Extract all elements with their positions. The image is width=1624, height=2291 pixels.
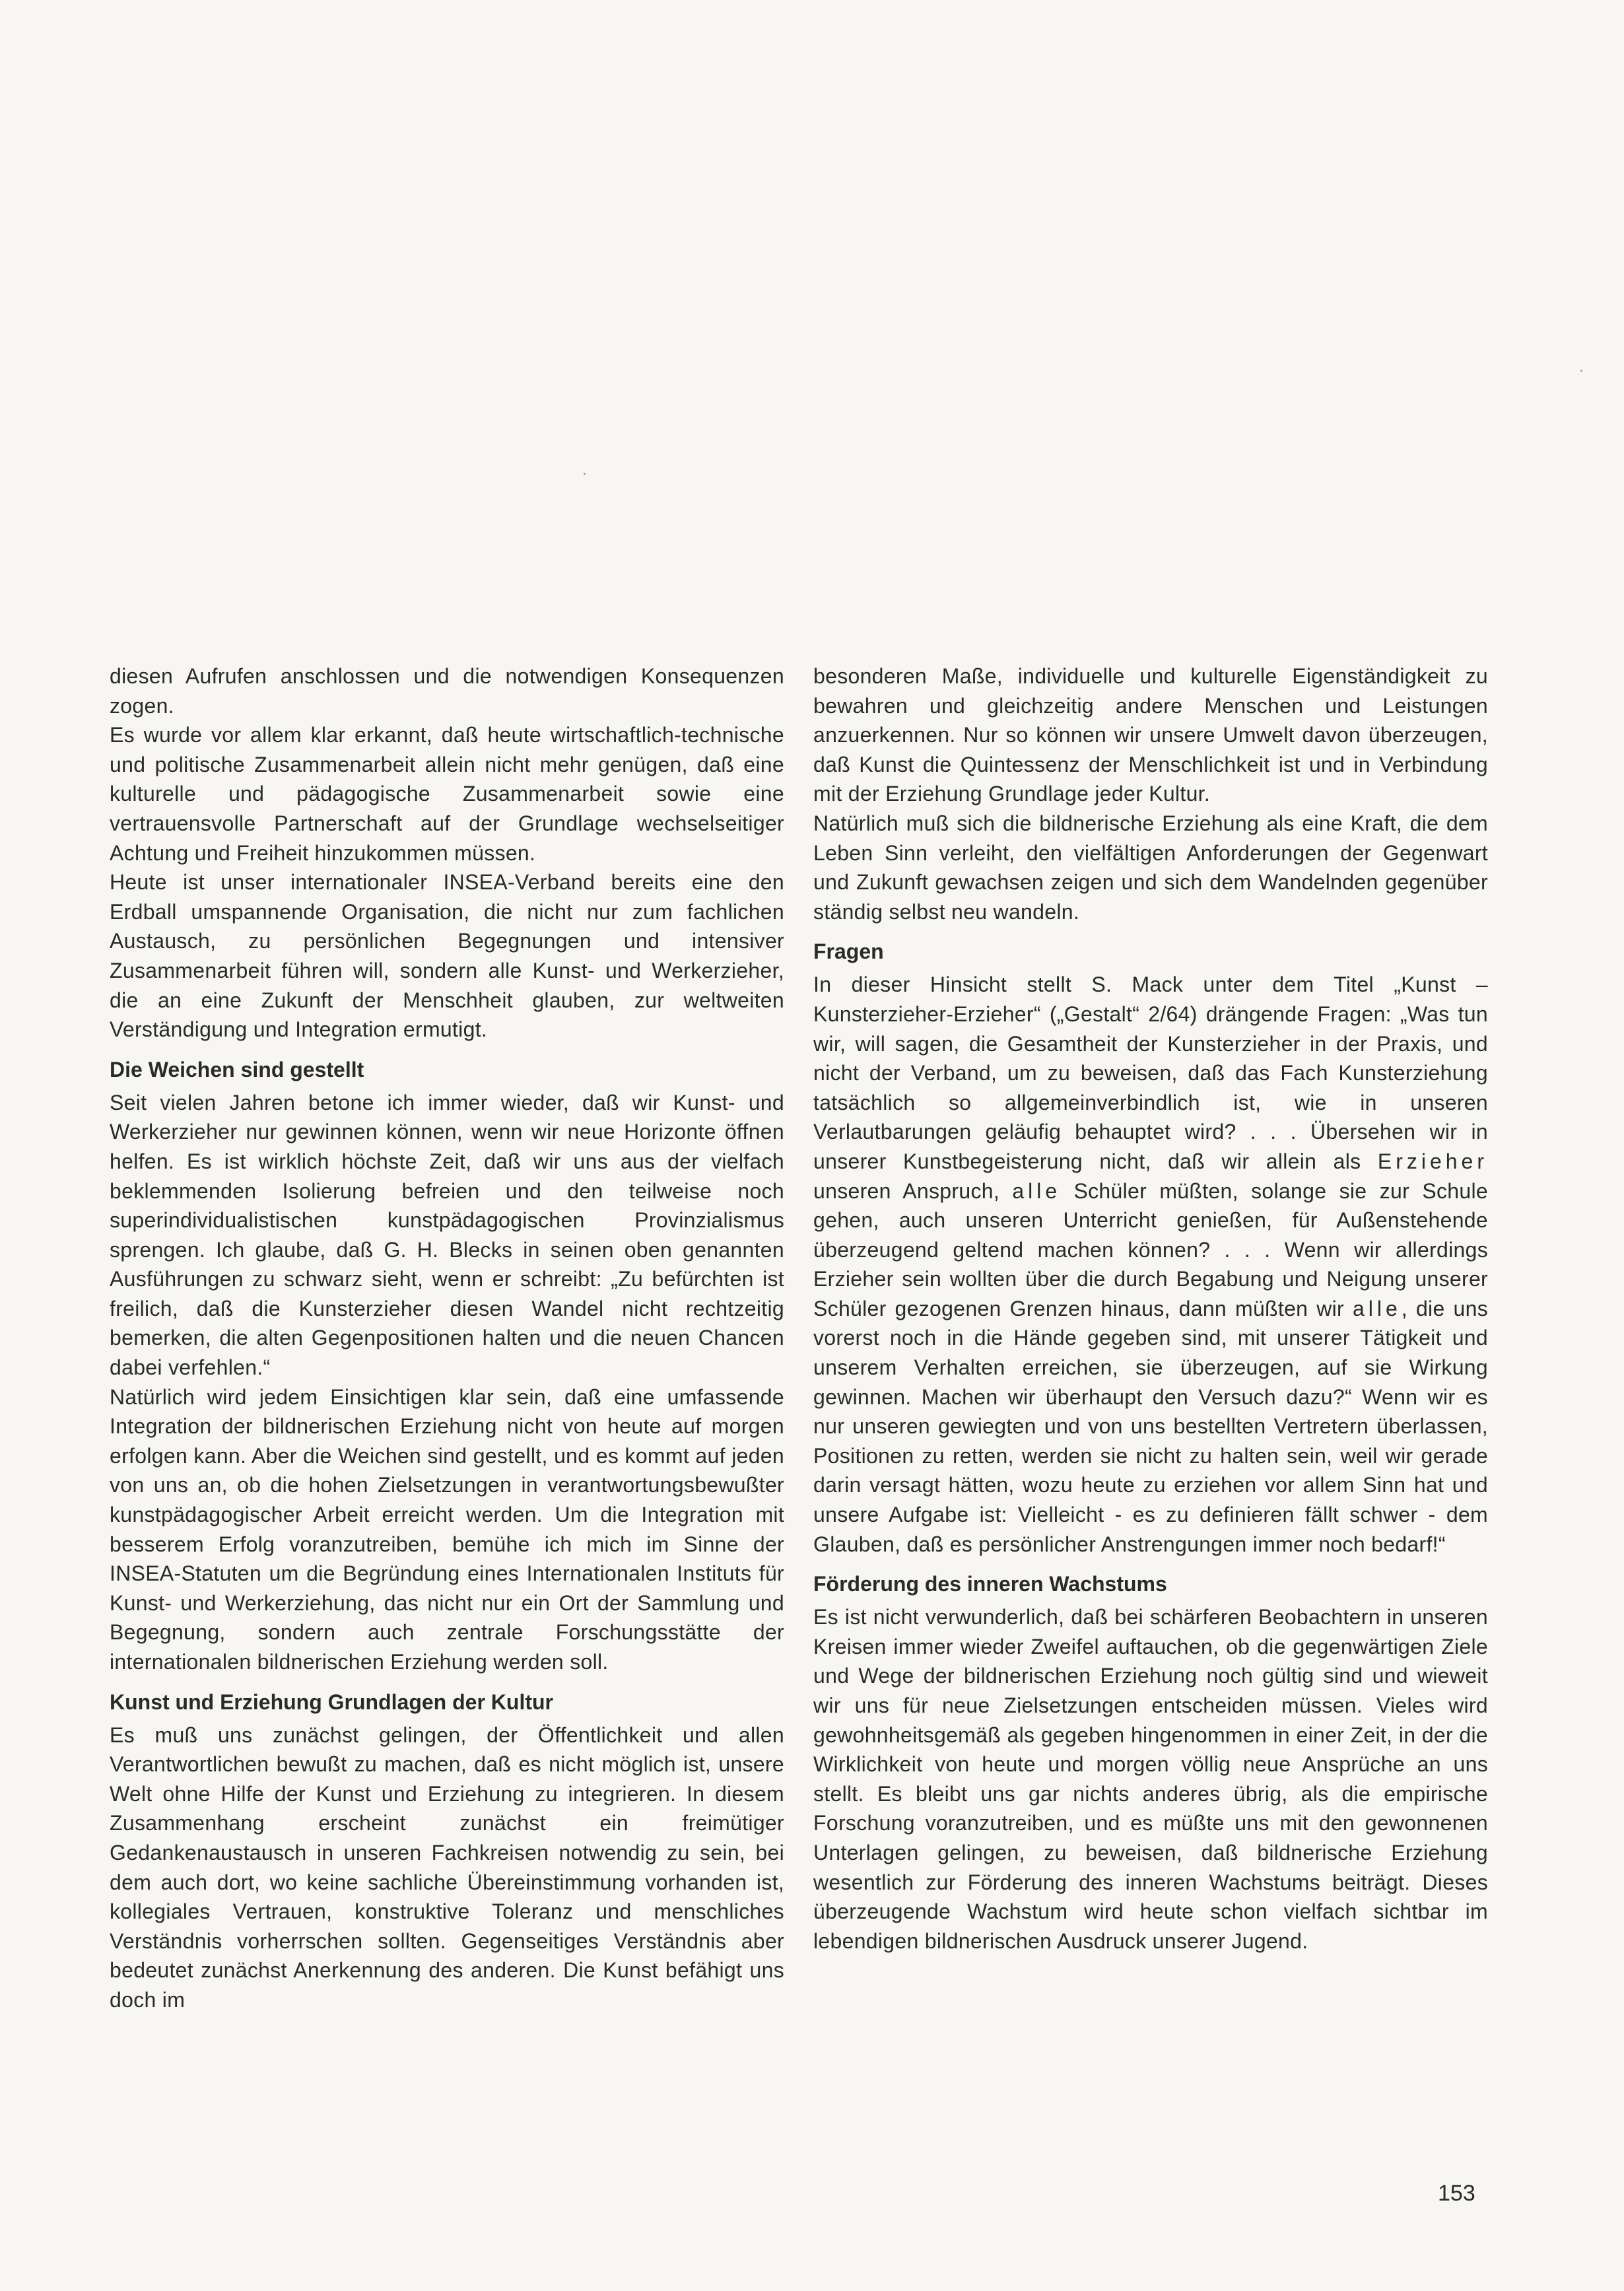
text-run: unseren Anspruch, — [813, 1179, 1013, 1203]
spaced-emphasis: Erzieher — [1377, 1149, 1488, 1173]
section-heading: Kunst und Erziehung Grundlagen der Kultur — [110, 1690, 553, 1714]
paragraph: Es muß uns zunächst gelingen, der Öffentlichkeit und allen Verantwortlichen bewußt zu machen, daß es nicht möglich ist, unsere Welt ohne Hilfe der Kunst und Erziehung zu integrieren. In diesem Zusammenhang erscheint zunächst ein freimütiger Gedankenaustausch in unseren Fachkreisen notwendig zu sein, bei dem auch dort, wo keine sachliche Übereinstimmung vorhanden ist, kollegiales Vertrauen, konstruktive Toleranz und menschliches Verständnis vorherrschen sollten. Gegenseitiges Verständnis aber bedeutet zunächst Anerkennung des anderen. Die Kunst befähigt uns doch im — [110, 1723, 784, 2012]
paragraph: diesen Aufrufen anschlossen und die notwendigen Konsequenzen zogen. — [110, 664, 784, 718]
spaced-emphasis: alle — [1352, 1296, 1402, 1320]
paragraph: Natürlich muß sich die bildnerische Erziehung als eine Kraft, die dem Leben Sinn verleiht, den vielfältigen Anforderungen der Gegenwart und Zukunft gewachsen zeigen und sich dem Wandelnden gegenüber ständig selbst neu wandeln. — [813, 811, 1488, 924]
text-run: In dieser Hinsicht stellt S. Mack unter dem Titel „Kunst – Kunsterzieher-Erzieher“ („Gestalt“ 2/64) drängende Fragen: „Was tun wir, will sagen, die Gesamtheit der Kunsterzieher in der Praxis, und nicht der Verband, um zu beweisen, daß das Fach Kunsterziehung tatsächlich so allgemeinverbindlich ist, wie in unseren Verlautbarungen geläufig behauptet wird? . . . Übersehen wir in unserer Kunstbegeisterung nicht, daß wir allein als — [813, 973, 1488, 1173]
paragraph: Seit vielen Jahren betone ich immer wieder, daß wir Kunst- und Werkerzieher nur gewinnen können, wenn wir neue Horizonte öffnen helfen. Es ist wirklich höchste Zeit, daß wir uns aus der vielfach beklemmenden Isolierung befreien und den teilweise noch superindividualistischen kunstpädagogischen Provinzialismus sprengen. Ich glaube, daß G. H. Blecks in seinen oben genannten Ausführungen zu schwarz sieht, wenn er schreibt: „Zu befürchten ist freilich, daß die Kunsterzieher diesen Wandel nicht rechtzeitig bemerken, die alten Gegenpositionen halten und die neuen Chancen dabei verfehlen.“ — [110, 1090, 784, 1380]
spaced-emphasis: alle — [1012, 1179, 1062, 1203]
scan-speck — [1580, 370, 1582, 372]
paragraph: Es ist nicht verwunderlich, daß bei schärferen Beobachtern in unseren Kreisen immer wieder Zweifel auftauchen, ob die gegenwärtigen Ziele und Wege der bildnerischen Erziehung noch gültig sind und wieweit wir uns für neue Zielsetzungen entscheiden müssen. Vieles wird gewohnheitsgemäß als gegeben hingenommen in einer Zeit, in der die Wirklichkeit von heute und morgen völlig neue Ansprüche an uns stellt. Es bleibt uns gar nichts anderes übrig, als die empirische Forschung voranzutreiben, und es müßte uns mit den gewonnenen Unterlagen gelingen, zu beweisen, daß bildnerische Erziehung wesentlich zur Förderung des inneren Wachstums beiträgt. Dieses überzeugende Wachstum wird heute schon vielfach sichtbar im lebendigen bildnerischen Ausdruck unserer Jugend. — [813, 1605, 1488, 1953]
paragraph: Natürlich wird jedem Einsichtigen klar sein, daß eine umfassende Integration der bildnerischen Erziehung nicht von heute auf morgen erfolgen kann. Aber die Weichen sind gestellt, und es kommt auf jeden von uns an, ob die hohen Zielsetzungen in verantwortungsbewußter kunstpädagogischer Arbeit erreicht werden. Um die Integration mit besserem Erfolg voranzutreiben, bemühe ich mich im Sinne der INSEA-Statuten um die Begründung eines Internationalen Instituts für Kunst- und Werkerziehung, das nicht nur ein Ort der Sammlung und Begegnung, sondern auch zentrale Forschungsstätte der internationalen bildnerischen Erziehung werden soll. — [110, 1385, 784, 1674]
section-heading: Förderung des inneren Wachstums — [813, 1572, 1167, 1596]
left-column — [110, 662, 784, 2015]
page-number: 153 — [1438, 2181, 1475, 2206]
text-run: Schüler müßten, solange sie zur Schule gehen, auch unseren Unterricht genießen, für Außenstehende überzeugend geltend machen können? . . . Wenn wir allerdings Erzieher sein wollten über die durch Begabung und Neigung unserer Schüler gezogenen Grenzen hinaus, dann müßten wir — [813, 1179, 1488, 1320]
right-column — [813, 662, 1488, 1956]
section-heading: Die Weichen sind gestellt — [110, 1057, 364, 1081]
paragraph: Heute ist unser internationaler INSEA-Verband bereits eine den Erdball umspannende Organisation, die nicht nur zum fachlichen Austausch, zu persönlichen Begegnungen und intensiver Zusammenarbeit führen will, sondern alle Kunst- und Werkerzieher, die an eine Zukunft der Menschheit glauben, zur weltweiten Verständigung und Integration ermutigt. — [110, 870, 784, 1042]
scan-speck — [584, 473, 586, 475]
paragraph: besonderen Maße, individuelle und kulturelle Eigenständigkeit zu bewahren und gleichzeitig andere Menschen und Leistungen anzuerkennen. Nur so können wir unsere Umwelt davon überzeugen, daß Kunst die Quintessenz der Menschlichkeit ist und in Verbindung mit der Erziehung Grundlage jeder Kultur. — [813, 664, 1488, 806]
section-heading: Fragen — [813, 940, 884, 964]
paragraph: Es wurde vor allem klar erkannt, daß heute wirtschaftlich-technische und politische Zusammenarbeit allein nicht mehr genügen, daß eine kulturelle und pädagogische Zusammenarbeit sowie eine vertrauensvolle Partnerschaft auf der Grundlage wechselseitiger Achtung und Freiheit hinzukommen müssen. — [110, 723, 784, 865]
paragraph-quote — [813, 970, 1488, 1559]
text-run: , die uns vorerst noch in die Hände gegeben sind, mit unserer Tätigkeit und unserem Verhalten erreichen, sie überzeugen, auf sie Wirkung gewinnen. Machen wir überhaupt den Versuch dazu?“ Wenn wir es nur unseren gewiegten und von uns bestellten Vertretern überlassen, Positionen zu retten, werden sie nicht zu halten sein, weil wir gerade darin versagt hätten, wozu heute zu erziehen vor allem Sinn hat und unsere Aufgabe ist: Vielleicht - es zu definieren fällt schwer - dem Glauben, daß es persönlicher Anstrengungen immer noch bedarf!“ — [813, 1296, 1489, 1556]
